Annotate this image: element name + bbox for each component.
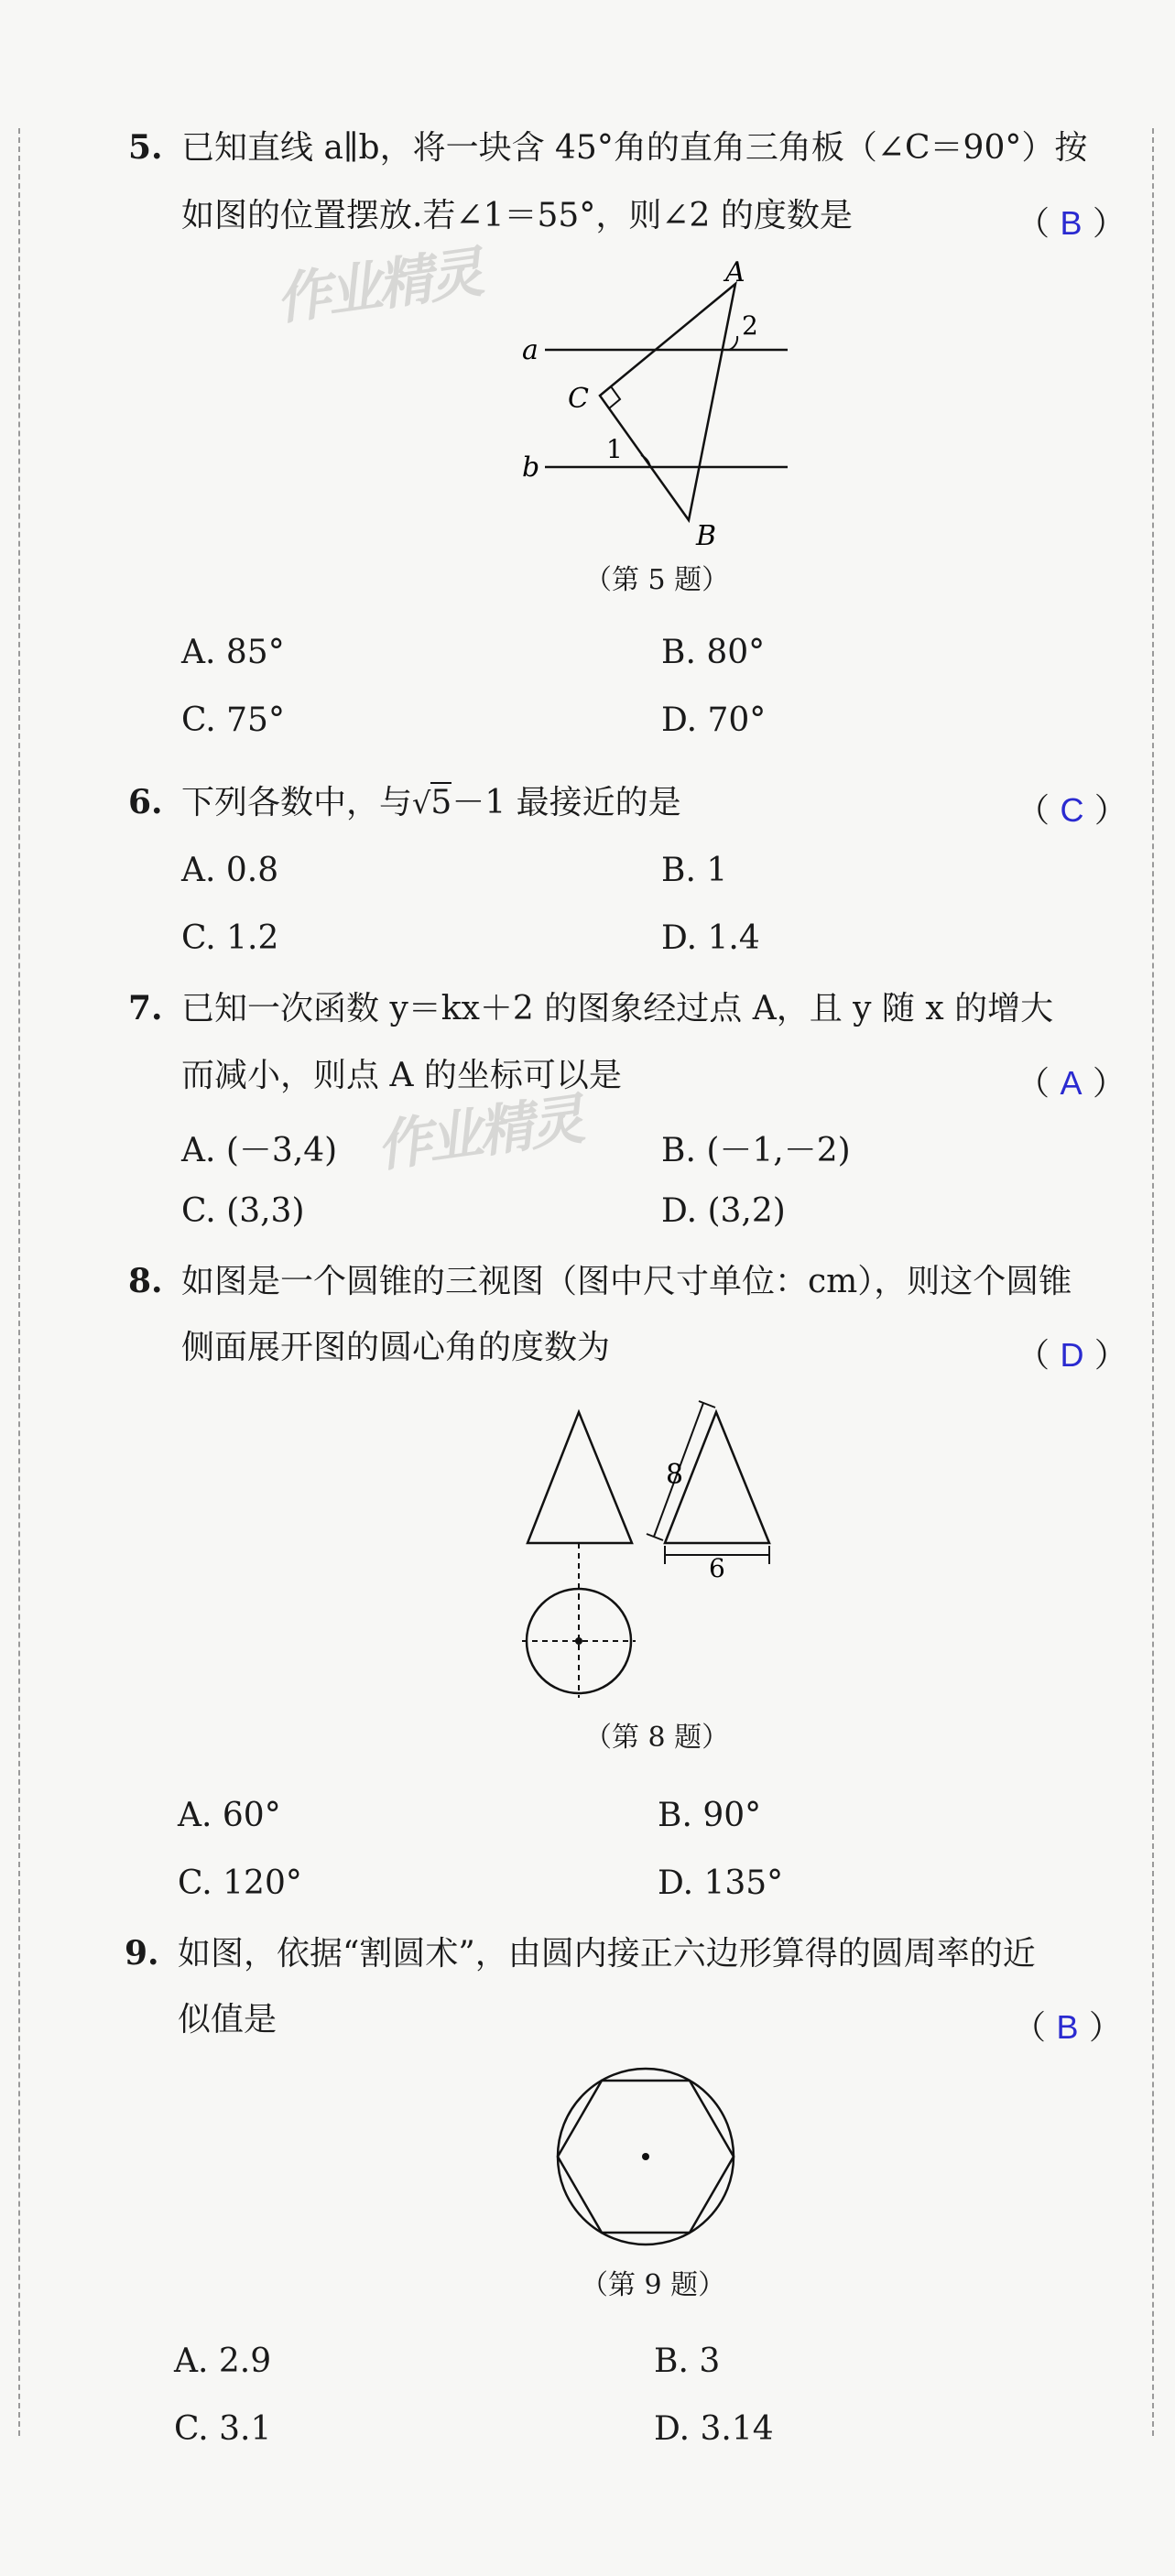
question-7-answer: A — [1060, 1064, 1083, 1102]
radicand: 5 — [430, 784, 452, 821]
angle-2-arc — [729, 336, 737, 350]
answer-paren-open: （ — [1013, 2009, 1047, 2047]
question-6-option-c: C. 1.2 — [181, 919, 279, 957]
question-8-answer: D — [1060, 1336, 1084, 1374]
question-8-option-c: C. 120° — [178, 1864, 302, 1902]
question-8-line-1: 如图是一个圆锥的三视图（图中尺寸单位：cm），则这个圆锥 — [181, 1263, 1072, 1300]
question-5-option-c: C. 75° — [181, 701, 285, 739]
question-6-line-1 — [181, 785, 681, 821]
question-5-option-a: A. 85° — [181, 634, 285, 671]
front-view-triangle — [528, 1412, 632, 1543]
left-cut-line — [18, 128, 20, 2436]
question-9-option-b: B. 3 — [654, 2342, 721, 2380]
question-9-option-d: D. 3.14 — [654, 2410, 774, 2448]
question-6-number: 6. — [128, 783, 163, 821]
question-6-option-a: A. 0.8 — [181, 852, 279, 889]
question-8-option-b: B. 90° — [658, 1797, 762, 1834]
question-6-text-after: －1 最接近的是 — [452, 784, 681, 821]
question-9-caption: （第 9 题） — [581, 2269, 726, 2301]
line-label-a: a — [522, 334, 539, 366]
question-5-option-b: B. 80° — [661, 634, 766, 671]
circle-center-dot — [642, 2153, 649, 2160]
question-7-number: 7. — [128, 989, 163, 1027]
answer-paren-open: （ — [1017, 1065, 1050, 1103]
question-9-line-1: 如图，依据“割圆术”，由圆内接正六边形算得的圆周率的近 — [178, 1935, 1036, 1973]
question-5-figure — [513, 261, 815, 545]
question-7-option-c: C. (3,3) — [181, 1192, 305, 1230]
watermark-middle: 作业精灵 — [372, 1087, 585, 1180]
angle-label-2: 2 — [742, 310, 758, 341]
base-diameter-label: 6 — [709, 1553, 725, 1583]
question-5-line-1: 已知直线 a∥b，将一块含 45°角的直角三角板（∠C＝90°）按 — [181, 129, 1088, 167]
top-view-center-dot — [575, 1637, 582, 1645]
question-5-caption: （第 5 题） — [584, 564, 730, 596]
question-7-answer-box — [1017, 1058, 1126, 1104]
right-cut-line — [1152, 128, 1154, 2436]
question-8-caption: （第 8 题） — [584, 1722, 730, 1754]
question-9-option-c: C. 3.1 — [174, 2410, 272, 2448]
answer-paren-close: ） — [1088, 2009, 1122, 2047]
answer-paren-close: ） — [1093, 792, 1127, 830]
answer-paren-open: （ — [1017, 792, 1050, 830]
question-9-answer-box — [1013, 2002, 1122, 2049]
question-6-option-d: D. 1.4 — [661, 919, 760, 957]
answer-paren-open: （ — [1017, 1337, 1050, 1375]
question-9-option-a: A. 2.9 — [174, 2342, 272, 2380]
question-5-option-d: D. 70° — [661, 701, 767, 739]
line-label-b: b — [522, 451, 540, 484]
question-9-answer: B — [1056, 2008, 1079, 2046]
question-9-figure — [554, 2065, 737, 2248]
question-7-option-a: A. (－3,4) — [181, 1132, 338, 1169]
question-8-option-d: D. 135° — [658, 1864, 784, 1902]
radical-sign: √ — [412, 786, 431, 821]
question-5-number: 5. — [128, 128, 163, 167]
question-9-number: 9. — [125, 1934, 159, 1973]
question-8-option-a: A. 60° — [178, 1797, 281, 1834]
question-6-answer-box — [1017, 785, 1127, 831]
question-8-line-2: 侧面展开图的圆心角的度数为 — [181, 1329, 611, 1366]
question-8-number: 8. — [128, 1262, 163, 1300]
right-angle-mark — [609, 386, 620, 408]
question-8-answer-box — [1017, 1330, 1127, 1376]
question-7-line-1: 已知一次函数 y＝kx＋2 的图象经过点 A，且 y 随 x 的增大 — [181, 990, 1054, 1027]
answer-paren-close: ） — [1092, 205, 1126, 243]
right-triangle — [600, 284, 735, 520]
angle-label-1: 1 — [606, 434, 623, 464]
question-5-answer: B — [1060, 204, 1083, 242]
slant-height-label: 8 — [666, 1459, 684, 1491]
vertex-label-b: B — [696, 520, 717, 545]
question-8-figure — [513, 1392, 806, 1712]
question-6-answer: C — [1060, 791, 1084, 829]
answer-paren-close: ） — [1092, 1065, 1126, 1103]
question-7-line-2: 而减小，则点 A 的坐标可以是 — [181, 1057, 622, 1094]
question-6-option-b: B. 1 — [661, 852, 728, 889]
vertex-label-a: A — [725, 261, 745, 288]
question-6-text-before: 下列各数中，与 — [181, 784, 413, 821]
answer-paren-open: （ — [1017, 205, 1050, 243]
question-5-line-2: 如图的位置摆放.若∠1＝55°，则∠2 的度数是 — [181, 197, 853, 234]
question-5-answer-box — [1017, 198, 1126, 245]
question-7-option-d: D. (3,2) — [661, 1192, 786, 1230]
vertex-label-c: C — [568, 383, 589, 415]
question-7-option-b: B. (－1,－2) — [661, 1132, 851, 1169]
question-9-line-2: 似值是 — [178, 2001, 277, 2038]
answer-paren-close: ） — [1093, 1337, 1127, 1375]
watermark-top: 作业精灵 — [271, 240, 484, 333]
